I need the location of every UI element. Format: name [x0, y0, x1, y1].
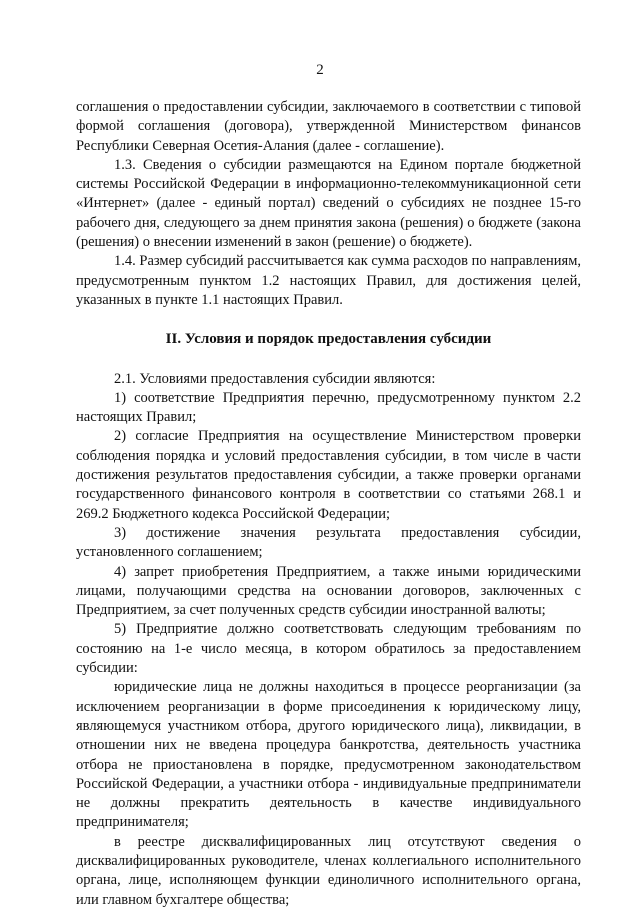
paragraph-requirement-disqualified: в реестре дисквалифицированных лиц отсутствуют сведения о дисквалифицированных руководителе, членах коллегиального исполнительного органа, лице, исполняющем функции единоличного исполнительного органа, или главном бухгалтере общества; — [76, 833, 581, 908]
document-body — [76, 98, 581, 910]
paragraph-condition-3: 3) достижение значения результата предоставления субсидии, установленного соглашением; — [76, 524, 581, 561]
paragraph-condition-5: 5) Предприятие должно соответствовать следующим требованиям по состоянию на 1-е число месяца, в котором обратилось за предоставлением субсидии: — [76, 621, 581, 677]
paragraph-condition-2: 2) согласие Предприятия на осуществление Министерством проверки соблюдения порядка и условий предоставления субсидии, в том числе в части достижения результатов предоставления субсидии, а также проверки органами государственного финансового контроля в соответствии со статьями 268.1 и 269.2 Бюджетного кодекса Российской Федерации; — [76, 428, 581, 522]
paragraph-condition-1: 1) соответствие Предприятия перечню, предусмотренному пунктом 2.2 настоящих Правил; — [76, 389, 581, 426]
page-number: 2 — [316, 62, 324, 78]
paragraph-agreement-continuation: соглашения о предоставлении субсидии, заключаемого в соответствии с типовой формой соглашения (договора), утвержденной Министерством финансов Республики Северная Осетия-Алания (далее - соглашение). — [76, 99, 581, 154]
paragraph-1-3: 1.3. Сведения о субсидии размещаются на Едином портале бюджетной системы Российской Федерации в информационно-телекоммуникационной сети «Интернет» (далее - единый портал) сведений о субсидиях не позднее 15-го рабочего дня, следующего за днем принятия закона (решения) о бюджете (закона (решения) о внесении изменений в закон (решение) о бюджете). — [76, 156, 581, 251]
section-heading: II. Условия и порядок предоставления субсидии — [165, 331, 492, 348]
paragraph-1-4: 1.4. Размер субсидий рассчитывается как сумма расходов по направлениям, предусмотренным пунктом 1.2 настоящих Правил, для достижения целей, указанных в пункте 1.1 настоящих Правил. — [76, 253, 581, 308]
paragraph-2-1: 2.1. Условиями предоставления субсидии являются: — [114, 370, 436, 387]
paragraph-requirement-reorganization: юридические лица не должны находиться в процессе реорганизации (за исключением реорганизации в форме присоединения к юридическому лицу, являющемуся участником отбора, другого юридического лица), ликвидации, в отношении них не введена процедура банкротства, деятельность участника отбора не приостановлена в порядке, предусмотренном законодательством Российской Федерации, а участники отбора - индивидуальные предприниматели не должны прекратить деятельность в качестве индивидуального предпринимателя; — [76, 679, 581, 831]
paragraph-condition-4: 4) запрет приобретения Предприятием, а также иными юридическими лицами, получающими средства на основании договоров, заключенных с Предприятием, за счет полученных средств субсидии иностранной валюты; — [76, 563, 581, 619]
